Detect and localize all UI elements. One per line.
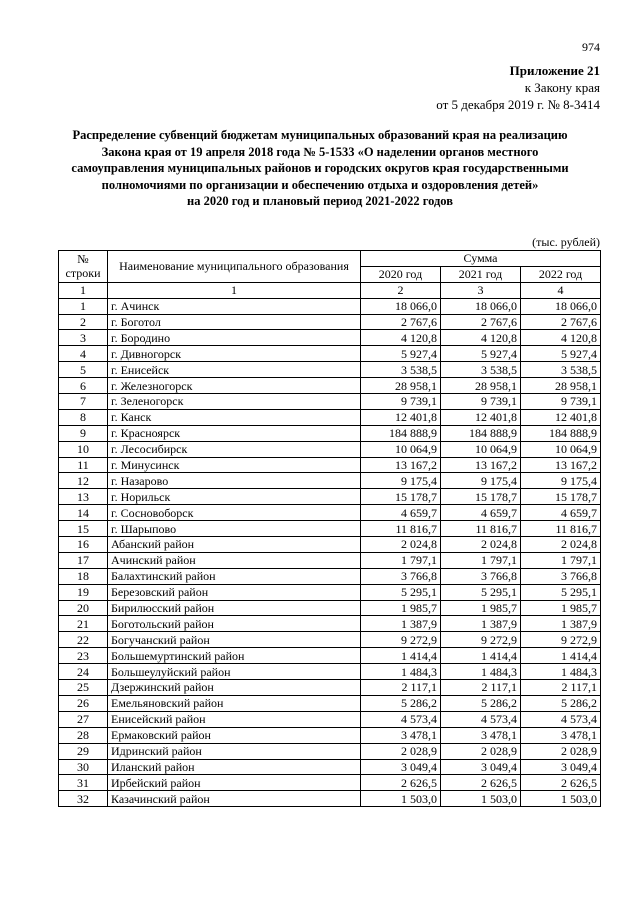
municipality-name: г. Бородино — [108, 330, 361, 346]
value-2020: 28 958,1 — [361, 378, 441, 394]
value-2020: 9 272,9 — [361, 632, 441, 648]
title-line: Закона края от 19 апреля 2018 года № 5-1533 «О наделении органов местного — [101, 144, 539, 159]
value-2021: 2 024,8 — [441, 537, 521, 553]
value-2021: 184 888,9 — [441, 425, 521, 441]
table-row — [59, 537, 601, 553]
table-row — [59, 568, 601, 584]
value-2020: 1 503,0 — [361, 791, 441, 807]
value-2021: 2 117,1 — [441, 680, 521, 696]
value-2021: 3 049,4 — [441, 759, 521, 775]
municipality-name: Идринский район — [108, 743, 361, 759]
value-2021: 2 028,9 — [441, 743, 521, 759]
table-row — [59, 489, 601, 505]
column-number-1: 1 — [108, 282, 361, 298]
municipality-name: г. Боготол — [108, 314, 361, 330]
municipality-name: г. Красноярск — [108, 425, 361, 441]
table-row — [59, 409, 601, 425]
value-2022: 2 117,1 — [521, 680, 601, 696]
value-2021: 3 766,8 — [441, 568, 521, 584]
value-2020: 10 064,9 — [361, 441, 441, 457]
value-2022: 4 573,4 — [521, 711, 601, 727]
table-row — [59, 727, 601, 743]
table-row — [59, 314, 601, 330]
value-2021: 18 066,0 — [441, 298, 521, 314]
value-2022: 3 766,8 — [521, 568, 601, 584]
value-2021: 9 175,4 — [441, 473, 521, 489]
row-number: 3 — [59, 330, 108, 346]
value-2020: 3 478,1 — [361, 727, 441, 743]
header-year-2020: 2020 год — [361, 266, 441, 282]
table-row — [59, 362, 601, 378]
municipality-name: Ермаковский район — [108, 727, 361, 743]
row-number: 27 — [59, 711, 108, 727]
value-2020: 184 888,9 — [361, 425, 441, 441]
value-2020: 2 028,9 — [361, 743, 441, 759]
value-2022: 18 066,0 — [521, 298, 601, 314]
value-2021: 1 387,9 — [441, 616, 521, 632]
value-2022: 5 286,2 — [521, 695, 601, 711]
municipality-name: Большемуртинский район — [108, 648, 361, 664]
value-2021: 28 958,1 — [441, 378, 521, 394]
value-2022: 1 503,0 — [521, 791, 601, 807]
row-number: 18 — [59, 568, 108, 584]
header-name: Наименование муниципального образования — [108, 251, 361, 283]
row-number: 10 — [59, 441, 108, 457]
row-number: 17 — [59, 552, 108, 568]
municipality-name: Бирилюсский район — [108, 600, 361, 616]
table-row — [59, 378, 601, 394]
value-2022: 2 767,6 — [521, 314, 601, 330]
unit-label: (тыс. рублей) — [532, 235, 600, 249]
value-2021: 2 626,5 — [441, 775, 521, 791]
row-number: 31 — [59, 775, 108, 791]
value-2021: 4 573,4 — [441, 711, 521, 727]
value-2022: 4 120,8 — [521, 330, 601, 346]
row-number: 29 — [59, 743, 108, 759]
value-2022: 3 538,5 — [521, 362, 601, 378]
value-2022: 5 295,1 — [521, 584, 601, 600]
distribution-table — [58, 250, 601, 807]
value-2020: 2 626,5 — [361, 775, 441, 791]
row-number: 8 — [59, 409, 108, 425]
municipality-name: г. Дивногорск — [108, 346, 361, 362]
value-2020: 2 767,6 — [361, 314, 441, 330]
table-row — [59, 425, 601, 441]
municipality-name: г. Канск — [108, 409, 361, 425]
municipality-name: Казачинский район — [108, 791, 361, 807]
header-year-2021: 2021 год — [441, 266, 521, 282]
row-number: 24 — [59, 664, 108, 680]
municipality-name: Дзержинский район — [108, 680, 361, 696]
value-2022: 1 484,3 — [521, 664, 601, 680]
value-2020: 5 927,4 — [361, 346, 441, 362]
value-2022: 2 028,9 — [521, 743, 601, 759]
value-2021: 2 767,6 — [441, 314, 521, 330]
value-2022: 1 387,9 — [521, 616, 601, 632]
value-2022: 5 927,4 — [521, 346, 601, 362]
value-2020: 15 178,7 — [361, 489, 441, 505]
table-row — [59, 616, 601, 632]
value-2021: 10 064,9 — [441, 441, 521, 457]
value-2022: 9 739,1 — [521, 394, 601, 410]
value-2022: 15 178,7 — [521, 489, 601, 505]
header-sum: Сумма — [361, 251, 601, 267]
value-2021: 9 739,1 — [441, 394, 521, 410]
value-2020: 4 120,8 — [361, 330, 441, 346]
value-2020: 11 816,7 — [361, 521, 441, 537]
row-number: 23 — [59, 648, 108, 664]
row-number: 14 — [59, 505, 108, 521]
value-2020: 5 295,1 — [361, 584, 441, 600]
value-2021: 5 927,4 — [441, 346, 521, 362]
value-2020: 4 573,4 — [361, 711, 441, 727]
municipality-name: г. Сосновоборск — [108, 505, 361, 521]
value-2021: 5 286,2 — [441, 695, 521, 711]
value-2022: 10 064,9 — [521, 441, 601, 457]
row-number: 25 — [59, 680, 108, 696]
row-number: 13 — [59, 489, 108, 505]
row-number: 26 — [59, 695, 108, 711]
value-2022: 1 985,7 — [521, 600, 601, 616]
table-row — [59, 457, 601, 473]
municipality-name: г. Железногорск — [108, 378, 361, 394]
value-2021: 12 401,8 — [441, 409, 521, 425]
column-number-2: 2 — [361, 282, 441, 298]
value-2022: 9 272,9 — [521, 632, 601, 648]
municipality-name: Иланский район — [108, 759, 361, 775]
value-2022: 9 175,4 — [521, 473, 601, 489]
page-number: 974 — [582, 40, 600, 54]
municipality-name: Енисейский район — [108, 711, 361, 727]
value-2020: 1 985,7 — [361, 600, 441, 616]
row-number: 6 — [59, 378, 108, 394]
table-row — [59, 759, 601, 775]
value-2020: 18 066,0 — [361, 298, 441, 314]
value-2020: 1 414,4 — [361, 648, 441, 664]
value-2020: 1 484,3 — [361, 664, 441, 680]
column-number-1: 1 — [59, 282, 108, 298]
municipality-name: г. Енисейск — [108, 362, 361, 378]
value-2022: 2 626,5 — [521, 775, 601, 791]
value-2020: 9 739,1 — [361, 394, 441, 410]
row-number: 21 — [59, 616, 108, 632]
value-2022: 13 167,2 — [521, 457, 601, 473]
appendix-block — [436, 62, 600, 113]
table-row — [59, 695, 601, 711]
value-2020: 12 401,8 — [361, 409, 441, 425]
header-row-number — [59, 251, 108, 283]
municipality-name: Емельяновский район — [108, 695, 361, 711]
value-2021: 1 414,4 — [441, 648, 521, 664]
table-row — [59, 521, 601, 537]
municipality-name: г. Ачинск — [108, 298, 361, 314]
row-number: 22 — [59, 632, 108, 648]
row-number: 2 — [59, 314, 108, 330]
value-2021: 1 503,0 — [441, 791, 521, 807]
row-number: 7 — [59, 394, 108, 410]
municipality-name: г. Минусинск — [108, 457, 361, 473]
column-number-3: 3 — [441, 282, 521, 298]
value-2021: 1 484,3 — [441, 664, 521, 680]
value-2021: 3 538,5 — [441, 362, 521, 378]
table-row — [59, 632, 601, 648]
table-row — [59, 600, 601, 616]
row-number: 28 — [59, 727, 108, 743]
table-row — [59, 743, 601, 759]
title-line: на 2020 год и плановый период 2021-2022 годов — [187, 194, 453, 208]
value-2020: 9 175,4 — [361, 473, 441, 489]
value-2022: 4 659,7 — [521, 505, 601, 521]
municipality-name: г. Норильск — [108, 489, 361, 505]
municipality-name: г. Зеленогорск — [108, 394, 361, 410]
value-2021: 3 478,1 — [441, 727, 521, 743]
header-num-line1: № — [77, 252, 89, 267]
municipality-name: г. Лесосибирск — [108, 441, 361, 457]
value-2021: 4 659,7 — [441, 505, 521, 521]
row-number: 30 — [59, 759, 108, 775]
row-number: 4 — [59, 346, 108, 362]
value-2021: 1 985,7 — [441, 600, 521, 616]
municipality-name: Большеулуйский район — [108, 664, 361, 680]
table-row — [59, 330, 601, 346]
column-number-4: 4 — [521, 282, 601, 298]
title-line: самоуправления муниципальных районов и городских округов края государственными — [71, 161, 569, 175]
value-2020: 3 538,5 — [361, 362, 441, 378]
table-row — [59, 775, 601, 791]
appendix-line-2: от 5 декабря 2019 г. № 8-3414 — [436, 97, 600, 112]
row-number: 16 — [59, 537, 108, 553]
row-number: 1 — [59, 298, 108, 314]
table-row — [59, 346, 601, 362]
municipality-name: Боготольский район — [108, 616, 361, 632]
value-2022: 12 401,8 — [521, 409, 601, 425]
row-number: 12 — [59, 473, 108, 489]
title-line: Распределение субвенций бюджетам муниципальных образований края на реализацию — [72, 128, 568, 142]
municipality-name: Абанский район — [108, 537, 361, 553]
value-2021: 11 816,7 — [441, 521, 521, 537]
row-number: 9 — [59, 425, 108, 441]
row-number: 11 — [59, 457, 108, 473]
table-body — [59, 298, 601, 807]
value-2020: 1 797,1 — [361, 552, 441, 568]
value-2021: 1 797,1 — [441, 552, 521, 568]
value-2021: 9 272,9 — [441, 632, 521, 648]
value-2020: 4 659,7 — [361, 505, 441, 521]
municipality-name: Ирбейский район — [108, 775, 361, 791]
table-row — [59, 791, 601, 807]
value-2021: 4 120,8 — [441, 330, 521, 346]
document-title — [40, 127, 600, 210]
table-row — [59, 298, 601, 314]
table-row — [59, 664, 601, 680]
value-2020: 3 766,8 — [361, 568, 441, 584]
value-2021: 13 167,2 — [441, 457, 521, 473]
value-2022: 1 797,1 — [521, 552, 601, 568]
table-row — [59, 441, 601, 457]
municipality-name: Богучанский район — [108, 632, 361, 648]
value-2021: 15 178,7 — [441, 489, 521, 505]
value-2022: 11 816,7 — [521, 521, 601, 537]
table-row — [59, 505, 601, 521]
table-row — [59, 584, 601, 600]
table-row — [59, 394, 601, 410]
value-2020: 3 049,4 — [361, 759, 441, 775]
row-number: 19 — [59, 584, 108, 600]
table-row — [59, 711, 601, 727]
municipality-name: Березовский район — [108, 584, 361, 600]
value-2020: 2 024,8 — [361, 537, 441, 553]
value-2020: 2 117,1 — [361, 680, 441, 696]
table-row — [59, 680, 601, 696]
municipality-name: г. Шарыпово — [108, 521, 361, 537]
header-year-2022: 2022 год — [521, 266, 601, 282]
table-row — [59, 552, 601, 568]
appendix-title: Приложение 21 — [509, 63, 600, 78]
row-number: 20 — [59, 600, 108, 616]
value-2021: 5 295,1 — [441, 584, 521, 600]
row-number: 5 — [59, 362, 108, 378]
appendix-line-1: к Закону края — [524, 80, 600, 95]
value-2022: 3 049,4 — [521, 759, 601, 775]
row-number: 15 — [59, 521, 108, 537]
value-2020: 13 167,2 — [361, 457, 441, 473]
value-2022: 2 024,8 — [521, 537, 601, 553]
municipality-name: Ачинский район — [108, 552, 361, 568]
value-2022: 184 888,9 — [521, 425, 601, 441]
header-num-line2: строки — [65, 266, 101, 281]
row-number: 32 — [59, 791, 108, 807]
title-line: полномочиями по организации и обеспечению отдыха и оздоровления детей» — [101, 177, 539, 192]
table-row — [59, 648, 601, 664]
table-row — [59, 473, 601, 489]
municipality-name: г. Назарово — [108, 473, 361, 489]
value-2022: 28 958,1 — [521, 378, 601, 394]
value-2022: 1 414,4 — [521, 648, 601, 664]
value-2022: 3 478,1 — [521, 727, 601, 743]
municipality-name: Балахтинский район — [108, 568, 361, 584]
value-2020: 1 387,9 — [361, 616, 441, 632]
value-2020: 5 286,2 — [361, 695, 441, 711]
